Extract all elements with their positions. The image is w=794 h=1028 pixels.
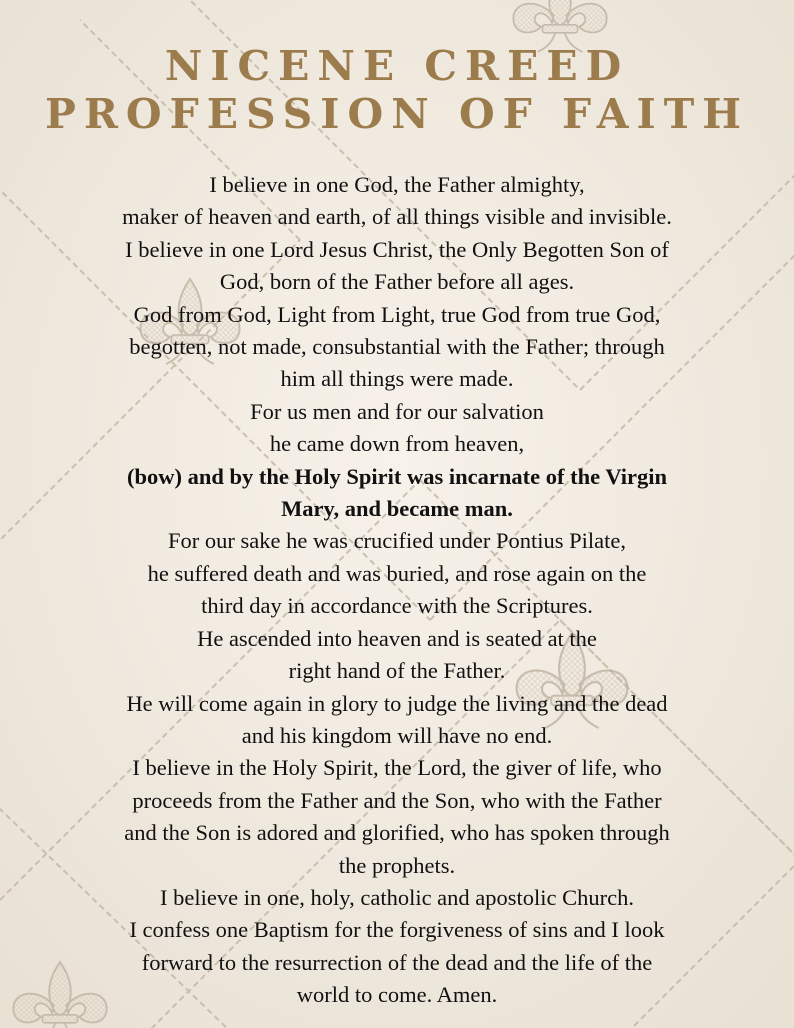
creed-text	[0, 169, 794, 1012]
creed-line: world to come. Amen.	[296, 982, 498, 1008]
creed-line: proceeds from the Father and the Son, who with the Father	[132, 787, 662, 813]
creed-line: I believe in one, holy, catholic and apostolic Church.	[159, 884, 635, 910]
creed-line: forward to the resurrection of the dead and the life of the	[141, 949, 653, 975]
creed-line: he suffered death and was buried, and rose again on the	[147, 560, 647, 586]
creed-line: maker of heaven and earth, of all things visible and invisible.	[122, 204, 672, 230]
creed-line: I confess one Baptism for the forgiveness of sins and I look	[129, 917, 665, 943]
creed-line: God, born of the Father before all ages.	[219, 269, 575, 295]
creed-line: the prophets.	[338, 852, 456, 878]
creed-line: For our sake he was crucified under Pontius Pilate,	[167, 528, 627, 554]
creed-line: right hand of the Father.	[288, 658, 506, 684]
creed-line: I believe in one Lord Jesus Christ, the Only Begotten Son of	[125, 236, 669, 262]
creed-line: third day in accordance with the Scriptures.	[201, 593, 593, 619]
creed-line: him all things were made.	[280, 366, 514, 392]
creed-line: For us men and for our salvation	[250, 398, 544, 424]
creed-line: He will come again in glory to judge the living and the dead	[126, 690, 668, 716]
creed-line: and his kingdom will have no end.	[241, 722, 553, 748]
creed-line-bold: Mary, and became man.	[281, 496, 513, 522]
creed-line: begotten, not made, consubstantial with the Father; through	[129, 334, 665, 360]
creed-line: he came down from heaven,	[269, 431, 525, 457]
creed-line: and the Son is adored and glorified, who has spoken through	[124, 820, 670, 846]
creed-line: I believe in the Holy Spirit, the Lord, the giver of life, who	[132, 755, 662, 781]
page-title-line-2: PROFESSION OF FAITH	[45, 90, 749, 138]
page-title-line-1: NICENE CREED	[164, 42, 630, 90]
creed-line-bold: (bow) and by the Holy Spirit was incarnate of the Virgin	[126, 463, 668, 489]
creed-line: He ascended into heaven and is seated at the	[197, 625, 597, 651]
creed-line: I believe in one God, the Father almighty,	[209, 172, 585, 197]
creed-line: God from God, Light from Light, true God from true God,	[133, 301, 661, 327]
